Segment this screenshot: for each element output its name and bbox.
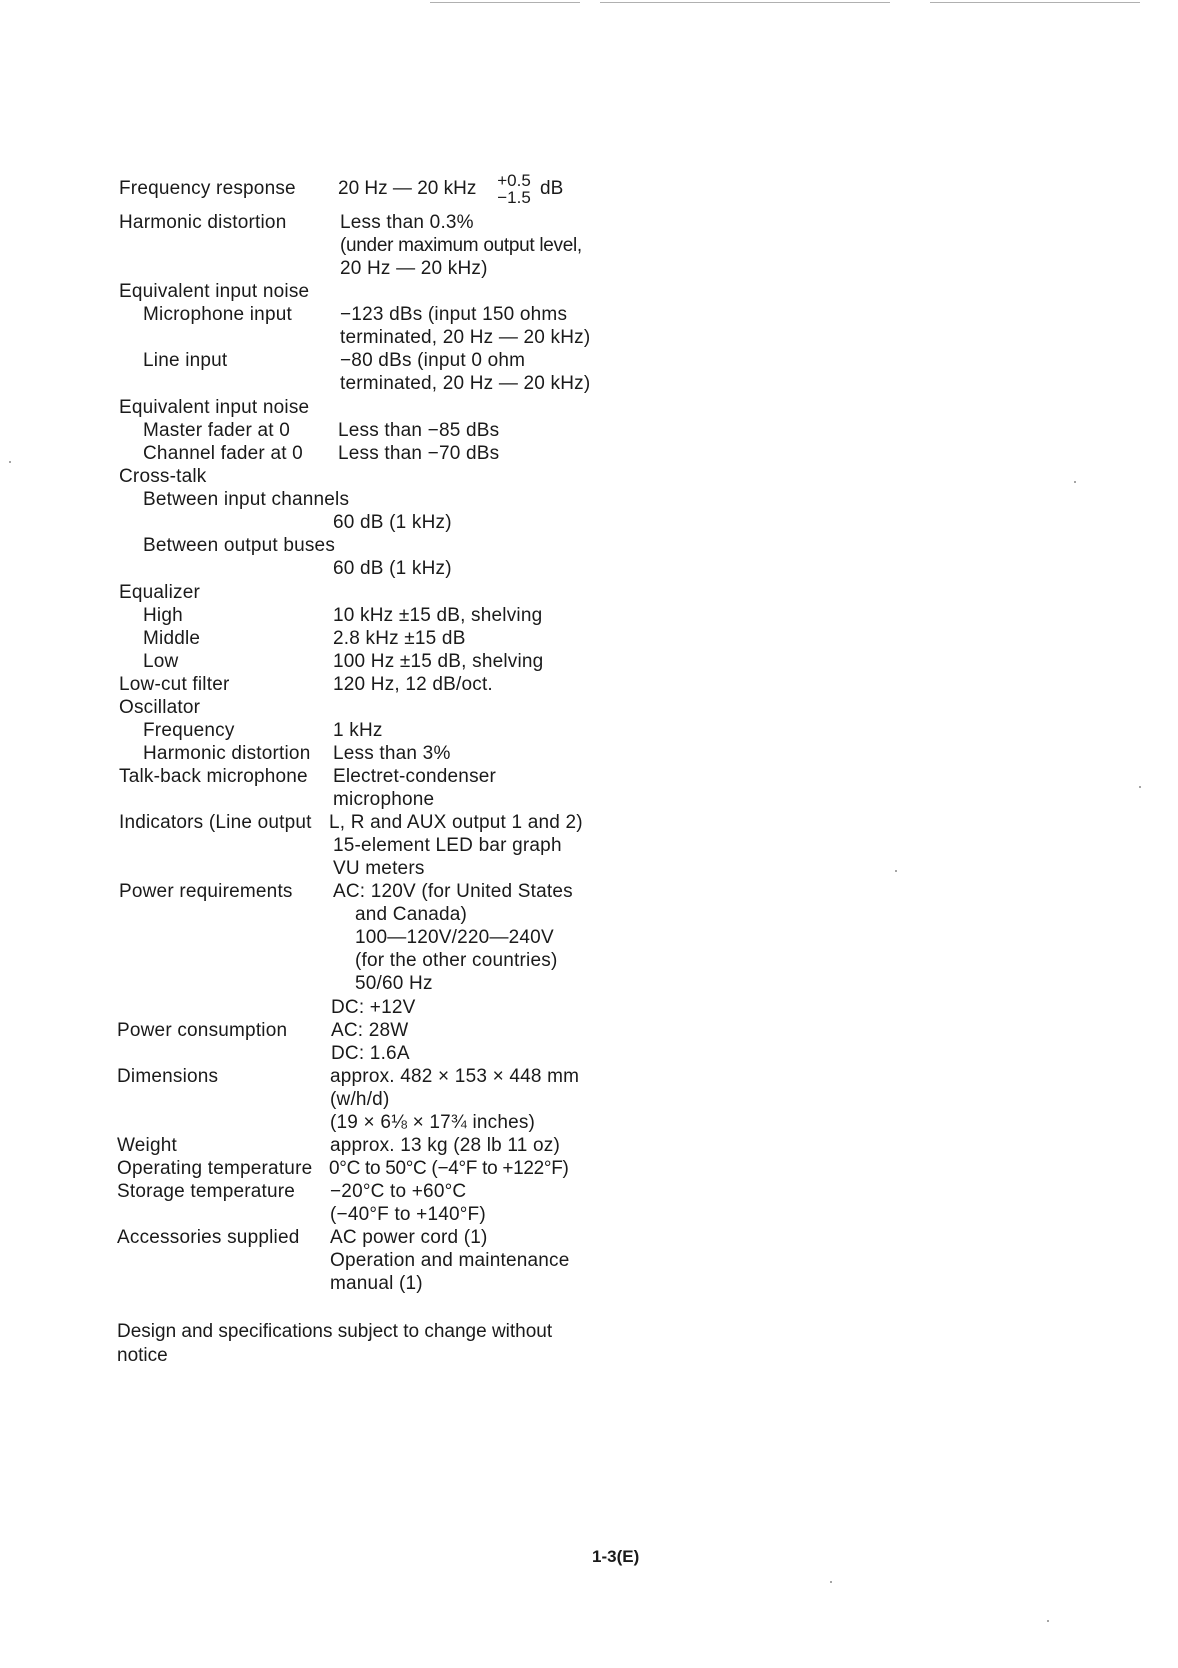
spec-value-line: 1 kHz: [333, 720, 383, 741]
spec-label-operating-temperature: Operating temperature: [117, 1158, 313, 1179]
spec-value-line: terminated, 20 Hz — 20 kHz): [340, 327, 591, 348]
scan-speck: [830, 1581, 832, 1583]
spec-value-line: AC: 28W: [331, 1020, 409, 1041]
spec-label-equivalent-input-noise: Equivalent input noise: [119, 397, 310, 418]
spec-value-line: 100 Hz ±15 dB, shelving: [333, 651, 544, 672]
spec-value-line: 100—120V/220—240V: [355, 927, 554, 948]
spec-value-line: and Canada): [355, 904, 468, 925]
spec-value-line: Less than −85 dBs: [338, 420, 500, 441]
spec-value-line: −123 dBs (input 150 ohms: [340, 304, 568, 325]
spec-value-line: Less than 0.3%: [340, 212, 474, 233]
spec-value-frequency-response: 20 Hz — 20 kHz: [338, 178, 477, 199]
spec-value-line: 0°C to 50°C (−4°F to +122°F): [329, 1158, 569, 1179]
spec-value-line: approx. 13 kg (28 lb 11 oz): [330, 1135, 561, 1156]
spec-value-line: manual (1): [330, 1273, 423, 1294]
spec-label-frequency-response: Frequency response: [119, 178, 296, 199]
spec-sublabel-frequency: Frequency: [143, 720, 235, 741]
spec-value-line: (19 × 6⅛ × 17¾ inches): [330, 1112, 536, 1133]
spec-label-equalizer: Equalizer: [119, 582, 201, 603]
spec-value-line: 60 dB (1 kHz): [333, 512, 452, 533]
spec-value-line: terminated, 20 Hz — 20 kHz): [340, 373, 591, 394]
spec-value-line: L, R and AUX output 1 and 2): [329, 812, 583, 833]
tolerance: [490, 172, 538, 206]
spec-value-line: 10 kHz ±15 dB, shelving: [333, 605, 543, 626]
tolerance-minus: −1.5: [497, 188, 531, 207]
spec-value-line: Less than 3%: [333, 743, 451, 764]
spec-sublabel-line-input: Line input: [143, 350, 228, 371]
scan-speck: [1139, 786, 1141, 788]
spec-value-line: VU meters: [333, 858, 425, 879]
spec-value-line: Less than −70 dBs: [338, 443, 500, 464]
spec-label-low-cut-filter: Low-cut filter: [119, 674, 230, 695]
spec-sublabel-high: High: [143, 605, 183, 626]
spec-value-line: −20°C to +60°C: [330, 1181, 467, 1202]
spec-value-line: 20 Hz — 20 kHz): [340, 258, 488, 279]
spec-value-line: 2.8 kHz ±15 dB: [333, 628, 466, 649]
scan-speck: [1047, 1620, 1049, 1622]
spec-value-line: 15-element LED bar graph: [333, 835, 562, 856]
spec-label-cross-talk: Cross-talk: [119, 466, 207, 487]
spec-value-line: −80 dBs (input 0 ohm: [340, 350, 526, 371]
spec-sublabel-channel-fader: Channel fader at 0: [143, 443, 303, 464]
spec-value-line: AC power cord (1): [330, 1227, 488, 1248]
spec-sublabel-master-fader: Master fader at 0: [143, 420, 291, 441]
tolerance-unit: dB: [540, 178, 564, 199]
scan-speck: [1074, 481, 1076, 483]
spec-sublabel-microphone-input: Microphone input: [143, 304, 292, 325]
spec-label-oscillator: Oscillator: [119, 697, 201, 718]
spec-value-line: DC: +12V: [331, 997, 416, 1018]
spec-label-harmonic-distortion: Harmonic distortion: [119, 212, 287, 233]
spec-sublabel-low: Low: [143, 651, 179, 672]
spec-sublabel-between-output-buses: Between output buses: [143, 535, 336, 556]
spec-value-line: (under maximum output level,: [340, 235, 582, 256]
spec-sublabel-harmonic-distortion: Harmonic distortion: [143, 743, 311, 764]
spec-label-dimensions: Dimensions: [117, 1066, 219, 1087]
spec-value-line: Operation and maintenance: [330, 1250, 570, 1271]
spec-value-line: Electret-condenser: [333, 766, 497, 787]
spec-value-line: 60 dB (1 kHz): [333, 558, 452, 579]
spec-value-line: approx. 482 × 153 × 448 mm: [330, 1066, 580, 1087]
spec-value-line: AC: 120V (for United States: [333, 881, 573, 902]
spec-value-line: (for the other countries): [355, 950, 558, 971]
scan-speck: [9, 461, 11, 463]
spec-value-line: 50/60 Hz: [355, 973, 433, 994]
spec-sublabel-between-input-channels: Between input channels: [143, 489, 350, 510]
tolerance-plus: +0.5: [497, 171, 531, 190]
spec-value-line: DC: 1.6A: [331, 1043, 410, 1064]
spec-label-power-requirements: Power requirements: [119, 881, 293, 902]
spec-label-talk-back-microphone: Talk-back microphone: [119, 766, 308, 787]
spec-value-line: microphone: [333, 789, 435, 810]
design-change-notice-line: notice: [117, 1345, 168, 1366]
spec-label-indicators: Indicators (Line output: [119, 812, 312, 833]
spec-label-accessories-supplied: Accessories supplied: [117, 1227, 300, 1248]
scan-speck: [895, 870, 897, 872]
spec-sublabel-middle: Middle: [143, 628, 201, 649]
page-number: 1-3(E): [592, 1547, 640, 1566]
spec-label-equivalent-input-noise: Equivalent input noise: [119, 281, 310, 302]
spec-label-storage-temperature: Storage temperature: [117, 1181, 296, 1202]
spec-label-power-consumption: Power consumption: [117, 1020, 288, 1041]
design-change-notice-line: Design and specifications subject to change without: [117, 1321, 553, 1342]
spec-value-line: (−40°F to +140°F): [330, 1204, 486, 1225]
spec-label-weight: Weight: [117, 1135, 177, 1156]
spec-value-line: (w/h/d): [330, 1089, 390, 1110]
spec-value-line: 120 Hz, 12 dB/oct.: [333, 674, 493, 695]
